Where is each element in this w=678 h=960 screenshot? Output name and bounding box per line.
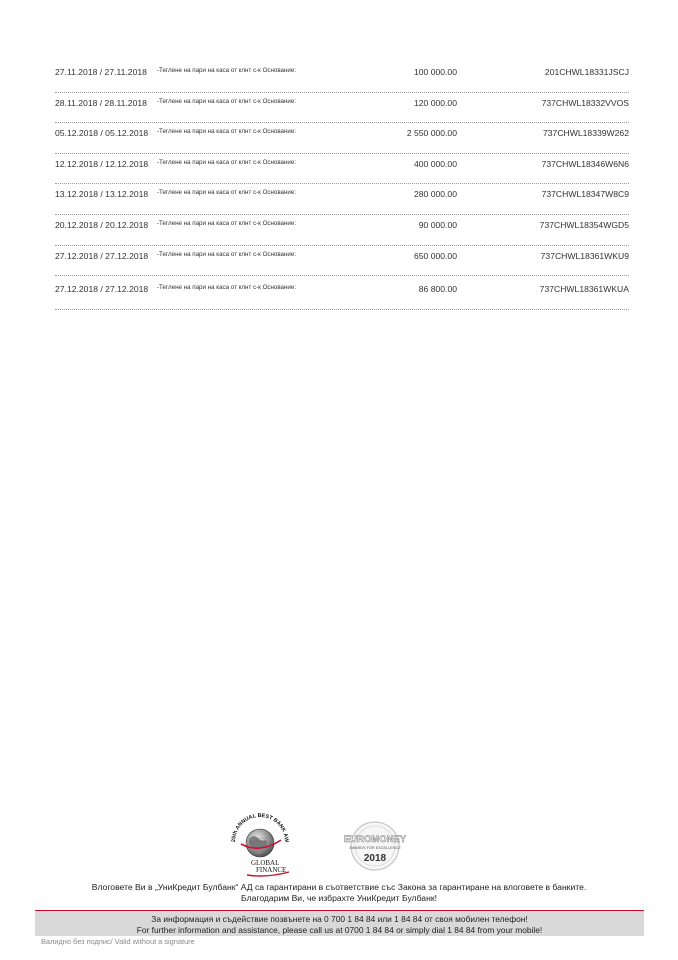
deposit-guarantee-text: Влоговете Ви в „УниКредит Булбанк“ АД са гарантирани в съответствие със Закона за гарантиране на влоговете в банките.: [91, 882, 587, 892]
euromoney-year: 2018: [363, 853, 387, 864]
transaction-amount: 100 000.00: [413, 67, 457, 77]
transaction-amount: 2 550 000.00: [406, 128, 457, 139]
transaction-reference: 737CHWL18339W262: [543, 128, 629, 139]
transaction-date: 28.11.2018 / 28.11.2018: [55, 97, 147, 108]
table-row: [55, 215, 629, 246]
transaction-date: 20.12.2018 / 20.12.2018: [55, 219, 149, 230]
table-row: [55, 93, 629, 124]
award-brand-bottom: FINANCE: [256, 866, 287, 874]
valid-without-signature-note: Валидно без подпис/ Valid without a signature: [41, 937, 195, 946]
transaction-reference: 737CHWL18354WGD5: [539, 219, 629, 230]
transaction-date: 27.12.2018 / 27.12.2018: [55, 284, 149, 295]
transaction-reference: 737CHWL18346W6N6: [541, 158, 629, 169]
transactions-table: [55, 62, 629, 310]
transaction-date: 27.12.2018 / 27.12.2018: [55, 250, 149, 261]
award-arc-text: 25th ANNUAL BEST BANK AW: [230, 812, 290, 843]
transaction-description: -Теглене на пари на каса от клнт с-к Основание:: [157, 284, 297, 292]
transaction-description: -Теглене на пари на каса от клнт с-к Основание:: [157, 189, 297, 197]
transaction-amount: 400 000.00: [413, 158, 457, 169]
globe-award-icon: [225, 808, 295, 878]
transaction-reference: 201CHWL18331JSCJ: [544, 67, 629, 77]
contact-info-en: For further information and assistance, please call us at 0700 1 84 84 or simply dial 1 84 84 from your mobile!: [136, 925, 543, 935]
transaction-amount: 86 800.00: [418, 284, 457, 295]
table-row: [55, 246, 629, 277]
table-row: [55, 62, 629, 93]
transaction-amount: 280 000.00: [413, 189, 457, 200]
transaction-amount: 650 000.00: [413, 250, 457, 261]
table-row: [55, 184, 629, 215]
award-brand-top: GLOBAL: [251, 859, 280, 867]
transaction-description: -Теглене на пари на каса от клнт с-к Основание:: [157, 97, 297, 105]
transaction-reference: 737CHWL18332VVOS: [541, 97, 629, 108]
transaction-amount: 90 000.00: [418, 219, 457, 230]
table-row: [55, 276, 629, 310]
transaction-description: -Теглене на пари на каса от клнт с-к Основание:: [157, 250, 297, 258]
transaction-description: -Теглене на пари на каса от клнт с-к Основание:: [157, 219, 297, 227]
table-row: [55, 123, 629, 154]
transaction-date: 27.11.2018 / 27.11.2018: [55, 67, 147, 77]
transaction-description: -Теглене на пари на каса от клнт с-к Основание:: [157, 128, 297, 136]
transaction-date: 12.12.2018 / 12.12.2018: [55, 158, 149, 169]
contact-info-bg: За информация и съдействие позвънете на 0 700 1 84 84 или 1 84 84 от своя мобилен телефон!: [151, 914, 528, 924]
transaction-date: 13.12.2018 / 13.12.2018: [55, 189, 149, 200]
euromoney-seal-icon: [342, 820, 412, 872]
contact-info-bar: [35, 910, 644, 936]
transaction-date: 05.12.2018 / 05.12.2018: [55, 128, 149, 139]
transaction-reference: 737CHWL18361WKUA: [539, 284, 629, 295]
transaction-reference: 737CHWL18361WKU9: [540, 250, 629, 261]
transaction-reference: 737CHWL18347W8C9: [541, 189, 629, 200]
transaction-description: -Теглене на пари на каса от клнт с-к Основание:: [157, 158, 297, 166]
transaction-amount: 120 000.00: [413, 97, 457, 108]
euromoney-brand: EUROMONEY: [343, 834, 407, 845]
table-row: [55, 154, 629, 185]
transaction-description: -Теглене на пари на каса от клнт с-к Основание:: [157, 67, 297, 74]
euromoney-subtitle: AWARDS FOR EXCELLENCE: [349, 846, 401, 850]
thank-you-text: Благодарим Ви, че избрахте УниКредит Булбанк!: [241, 893, 437, 903]
